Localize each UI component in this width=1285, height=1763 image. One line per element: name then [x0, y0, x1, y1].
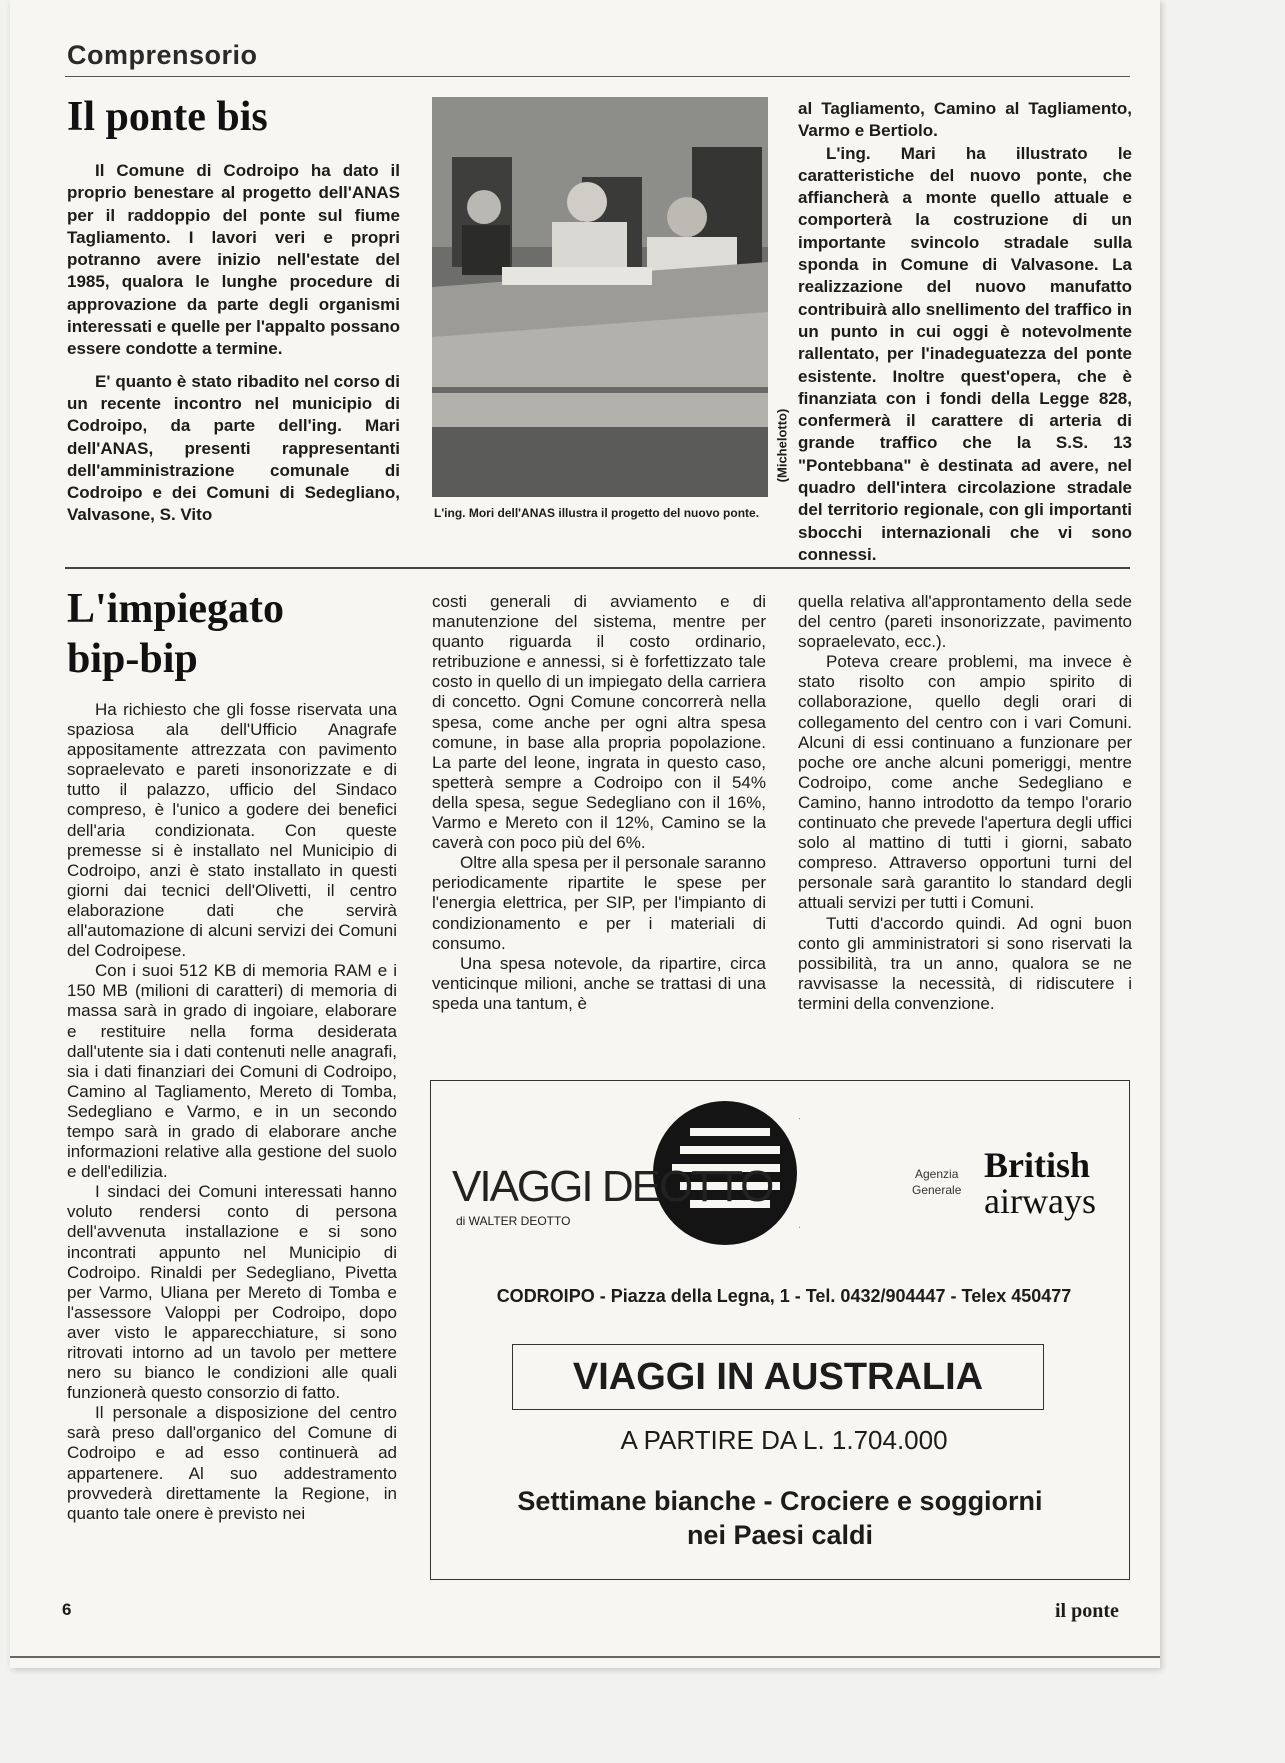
paragraph: Ha richiesto che gli fosse riservata una spaziosa ala dell'Ufficio Anagrafe appositamente attrezzata con pavimento sopraelevato e pareti insonorizzate e di tutto il palazzo, ufficio del Sindaco compreso, è l'unico a godere dei benefici dell'aria condizionata. Con queste premesse si è installato nel Municipio di Codroipo, anzi è stato installato in questi giorni dai tecnici dell'Olivetti, il centro elaborazione dati che servirà all'automazione di alcuni servizi dei Comuni del Codroipese. [67, 700, 397, 961]
article-title-impiegato [67, 584, 387, 684]
paragraph: Il personale a disposizione del centro sarà preso dall'organico del Comune di Codroipo e ad esso continuerà ad appartenere. Al suo addestramento provvederà direttamente la Regione, in quanto tale onere è previsto nei [67, 1403, 397, 1523]
paragraph: Una spesa notevole, da ripartire, circa venticinque milioni, anche se trattasi di una speda una tantum, è [432, 953, 766, 1013]
title-line: L'impiegato [67, 586, 284, 632]
paragraph: L'ing. Mari ha illustrato le caratteristiche del nuovo ponte, che affiancherà a monte quello attuale e comporterà la costruzione di un importante svincolo stradale sulla sponda in Comune di Valvasone. La realizzazione del nuovo manufatto contribuirà allo snellimento del traffico in un punto in cui oggi è notevolmente rallentato, per l'inadeguatezza del ponte esistente. Inoltre quest'opera, che è finanziata con i fondi della Legge 828, confermerà il carattere di arteria di grande traffico che la S.S. 13 "Pontebbana" è destinata ad avere, nel quadro dell'intera circolazione stradale del territorio regionale, con gli importanti sbocchi internazionali che vi sono connessi. [798, 143, 1132, 564]
paragraph: Tutti d'accordo quindi. Ad ogni buon conto gli amministratori si sono riservati la possibilità, tra un anno, qualora se ne ravvisasse la necessità, di ridiscutere i termini della convenzione. [798, 913, 1132, 1013]
article-divider [65, 567, 1130, 569]
article1-column-1 [67, 160, 400, 527]
paragraph: al Tagliamento, Camino al Tagliamento, Varmo e Bertiolo. [798, 99, 1132, 141]
agency-address: CODROIPO - Piazza della Legna, 1 - Tel. 0432/904447 - Telex 450477 [496, 1286, 1072, 1306]
photo-credit: (Michelotto) [774, 408, 790, 483]
article2-column-2 [432, 592, 766, 1014]
publication-name: il ponte [1055, 1600, 1119, 1622]
meeting-photo [432, 97, 768, 497]
price-line: A PARTIRE DA L. 1.704.000 [620, 1425, 948, 1455]
header-rule [65, 76, 1130, 77]
footer-rule [10, 1656, 1160, 1658]
article2-column-3 [798, 592, 1132, 1014]
british-airways-logo: British airways [984, 1145, 1096, 1221]
paragraph: quella relativa all'approntamento della sede del centro (pareti insonorizzate, pavimento sopraelevato, ecc.). [798, 592, 1132, 652]
page-number: 6 [62, 1600, 72, 1619]
ad-tagline: Settimane bianche - Crociere e soggiorni nei Paesi caldi [517, 1486, 1043, 1550]
agency-owner: di WALTER DEOTTO [456, 1214, 571, 1228]
article2-column-1 [67, 700, 397, 1524]
article-title-ponte-bis: Il ponte bis [67, 94, 268, 140]
paragraph: I sindaci dei Comuni interessati hanno voluto rendersi conto di persona dell'avvenuta installazione e si sono incontrati appunto nel Municipio di Codroipo. Rinaldi per Sedegliano, Pivetta per Varmo, Uliana per Mereto di Tomba e l'assessore Valoppi per Codroipo, dopo aver visto le apparecchiature, si sono ritrovati intorno ad un tavolo per mettere nero su bianco le condizioni alle quali funzionerà questo consorzio di fatto. [67, 1182, 397, 1403]
paragraph: Il Comune di Codroipo ha dato il proprio benestare al progetto dell'ANAS per il raddoppio del ponte sul fiume Tagliamento. I lavori veri e propri potranno avere inizio nell'estate del 1985, qualora le lunghe procedure di approvazione da parte degli organismi interessati e quelle per l'appalto possano essere condotte a termine. [67, 161, 400, 359]
paragraph: costi generali di avviamento e di manutenzione del sistema, mentre per quanto riguarda il costo ordinario, retribuzione e annessi, si è forfettizzato tale costo in quello di un impiegato della carriera di concetto. Ogni Comune concorrerà nella spesa, come anche per ogni altra spesa comune, in base alla propria popolazione. La parte del leone, ingrata in questo caso, spetterà sempre a Codroipo con il 54% della spesa, segue Sedegliano con il 16%, Varmo e Mereto con il 12%, Camino se la caverà con poco più del 6%. [432, 592, 766, 853]
paragraph: E' quanto è stato ribadito nel corso di un recente incontro nel municipio di Codroipo, da parte dell'ing. Mari dell'ANAS, presenti rappresentanti dell'amministrazione comunale di Codroipo e dei Comuni di Sedegliano, Valvasone, S. Vito [67, 371, 400, 525]
section-label: Comprensorio [67, 40, 258, 70]
australia-headline: VIAGGI IN AUSTRALIA [572, 1356, 984, 1398]
agency-name: VIAGGI DEOTTO [452, 1162, 773, 1211]
meeting-photo-illustration [432, 97, 768, 497]
photo-caption: L'ing. Mori dell'ANAS illustra il progetto del nuovo ponte. [434, 506, 760, 520]
paragraph: Oltre alla spesa per il personale saranno periodicamente ripartite le spese per l'energia elettrica, per SIP, per l'impianto di condizionamento e per i materiali di consumo. [432, 853, 766, 953]
paragraph: Con i suoi 512 KB di memoria RAM e i 150 MB (milioni di caratteri) di memoria di massa sarà in grado di ingoiare, elaborare e restituire nella forma desiderata dall'utente sia i dati contenuti nelle anagrafi, sia i dati finanziari dei Comuni di Codroipo, Camino al Tagliamento, Mereto di Tomba, Sedegliano e Varmo, e in un secondo tempo sarà in grado di elaborare anche informazioni relative alla gestione del suolo e dell'edilizia. [67, 961, 397, 1182]
title-line: bip-bip [67, 636, 198, 682]
article1-column-3 [798, 98, 1132, 566]
paragraph: Poteva creare problemi, ma invece è stato risolto con ampio spirito di collaborazione, quello degli orari di collegamento del centro con i vari Comuni. Alcuni di essi continuano a funzionare per poche ore anche alcuni pomeriggi, mentre Codroipo, come anche Sedegliano e Camino, hanno introdotto da tempo l'orario continuato che prevede l'apertura degli uffici solo al mattino di tutti i giorni, sabato compreso. Attraverso opportuni turni del personale sarà garantito lo standard degli attuali servizi per tutti i Comuni. [798, 652, 1132, 913]
agency-label: Agenzia Generale [912, 1167, 962, 1197]
